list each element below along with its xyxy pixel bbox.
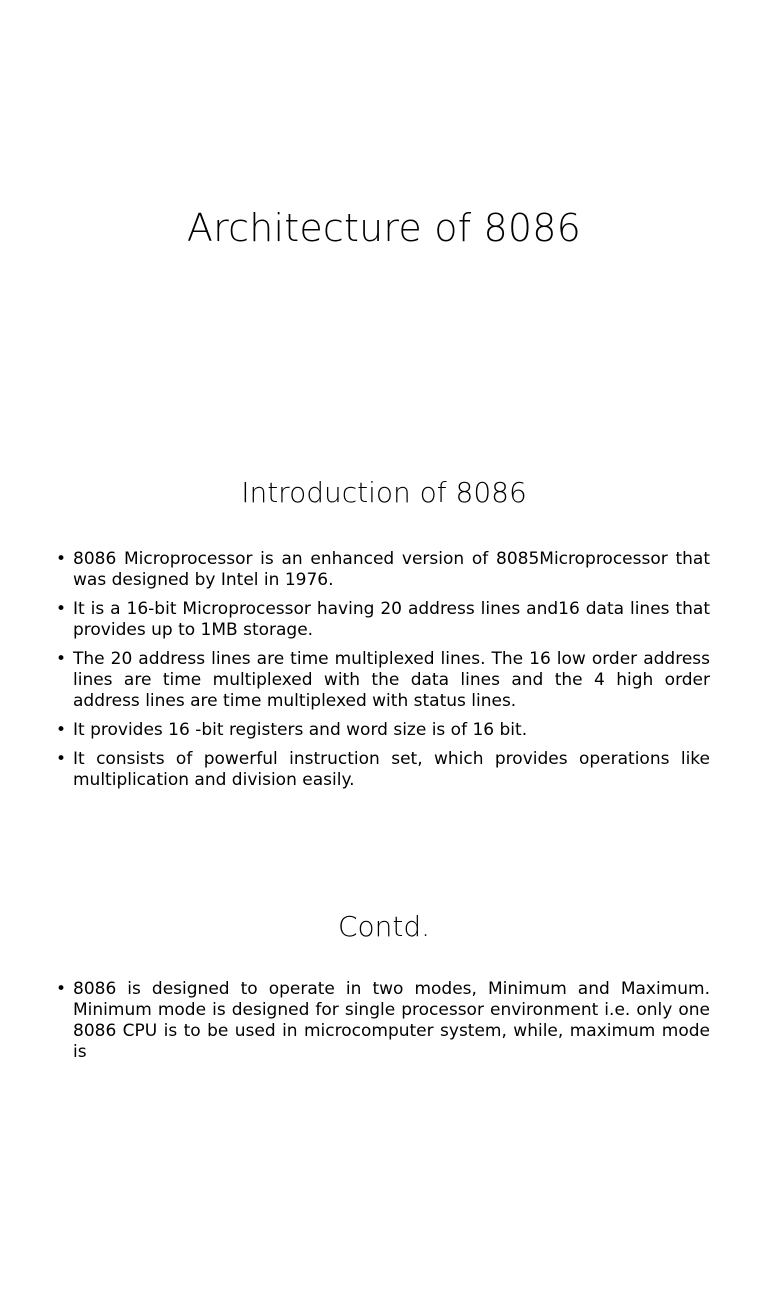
slide-introduction <box>0 432 768 864</box>
slide-contd <box>0 864 768 1296</box>
bullet-text: It provides 16 -bit registers and word size is of 16 bit. <box>73 720 528 740</box>
list-item <box>56 979 710 1063</box>
bullet-text: It is a 16-bit Microprocessor having 20 address lines and16 data lines that provides up to 1MB storage. <box>73 599 710 640</box>
bullet-text: 8086 is designed to operate in two modes, Minimum and Maximum. Minimum mode is designed for single processor environment i.e. only one 8086 CPU is to be used in microcomputer system, while, maximum mode is <box>73 979 710 1062</box>
list-item <box>56 749 710 791</box>
bullet-list <box>56 979 710 1071</box>
list-item <box>56 599 710 641</box>
bullet-icon: • <box>56 649 67 669</box>
bullet-icon: • <box>56 720 67 740</box>
slide-heading: Introduction of 8086 <box>241 476 527 509</box>
bullet-icon: • <box>56 979 67 999</box>
bullet-text: It consists of powerful instruction set, which provides operations like multiplication and division easily. <box>73 749 710 790</box>
slide-heading: Contd. <box>337 910 431 943</box>
bullet-icon: • <box>56 749 67 769</box>
list-item <box>56 549 710 591</box>
bullet-text: The 20 address lines are time multiplexed lines. The 16 low order address lines are time multiplexed with the data lines and the 4 high order address lines are time multiplexed with status lines. <box>73 649 710 711</box>
bullet-list <box>56 549 710 799</box>
list-item <box>56 720 710 741</box>
slide-title <box>0 0 768 432</box>
presentation-title: Architecture of 8086 <box>186 206 582 250</box>
list-item <box>56 649 710 712</box>
bullet-text: 8086 Microprocessor is an enhanced version of 8085Microprocessor that was designed by Intel in 1976. <box>73 549 710 590</box>
bullet-icon: • <box>56 549 67 569</box>
bullet-icon: • <box>56 599 67 619</box>
